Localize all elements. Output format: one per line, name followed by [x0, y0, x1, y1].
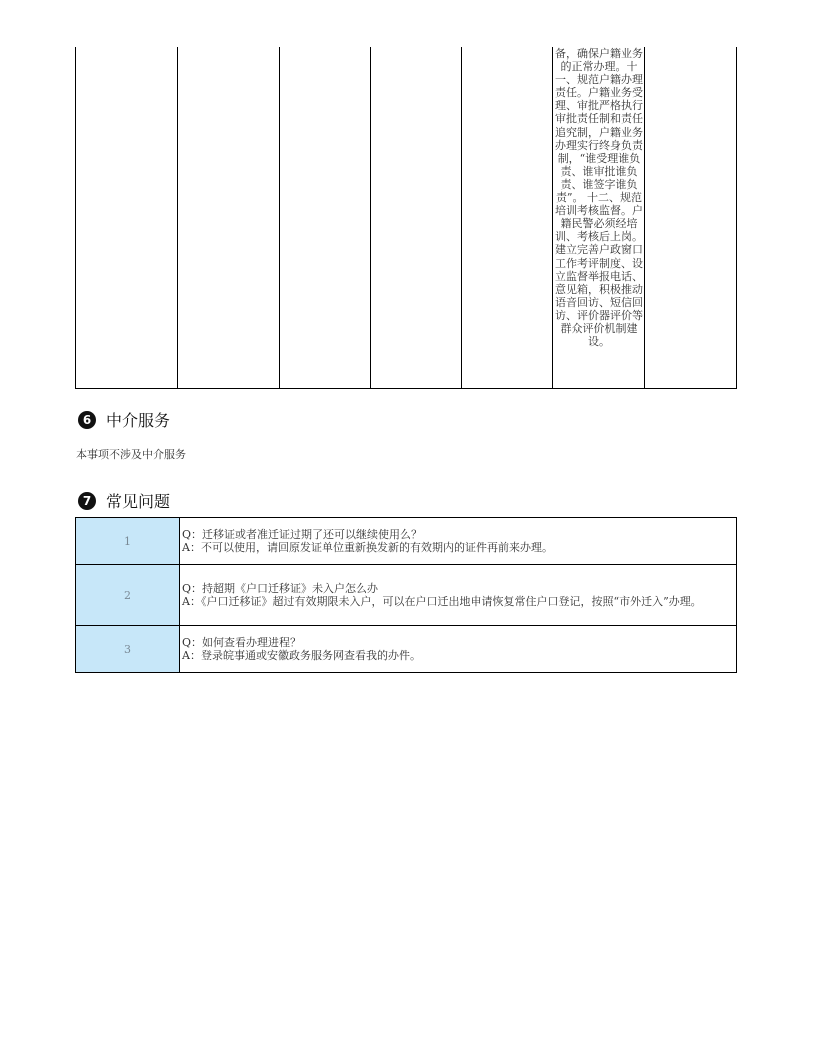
- section-heading-intermediary: [78, 408, 170, 431]
- faq-answer: A：不可以使用，请回原发证单位重新换发新的有效期内的证件再前来办理。: [182, 541, 553, 554]
- table-row: [76, 565, 737, 626]
- faq-index: 1: [76, 518, 180, 565]
- table-cell-text: 备，确保户籍业务的正常办理。十一、规范户籍办理责任。户籍业务受理、审批严格执行审批责任制和责任追究制，户籍业务办理实行终身负责制，“谁受理谁负责、谁审批谁负责、谁签字谁负责”。 十二、规范培训考核监督。户籍民警必须经培训、考核后上岗。建立完善户政窗口工作考评制度、设立监督举报电话、意见箱，积极推动语音回访、短信回访、评价器评价等群众评价机制建设。: [555, 47, 643, 349]
- section-title: 中介服务: [106, 411, 171, 430]
- faq-table: [75, 517, 737, 673]
- continued-table: [75, 47, 737, 389]
- column-divider: [370, 47, 371, 388]
- faq-question: Q：持超期《户口迁移证》未入户怎么办: [182, 581, 379, 595]
- faq-answer: A：《户口迁移证》超过有效期限未入户，可以在户口迁出地申请恢复常住户口登记，按照“市外迁入”办理。: [182, 595, 702, 608]
- faq-index: 2: [76, 565, 180, 626]
- faq-cell: [180, 565, 737, 626]
- column-divider: [279, 47, 280, 388]
- column-divider: [461, 47, 462, 388]
- number-badge-icon: 7: [78, 492, 96, 510]
- faq-question: Q：迁移证或者准迁证过期了还可以继续使用么？: [182, 527, 423, 541]
- faq-answer: A：登录皖事通或安徽政务服务网查看我的办件。: [182, 649, 421, 662]
- faq-question: Q：如何查看办理进程？: [182, 635, 302, 649]
- faq-index: 3: [76, 626, 180, 673]
- intermediary-note: 本事项不涉及中介服务: [76, 448, 186, 461]
- faq-cell: [180, 626, 737, 673]
- number-badge-icon: 6: [78, 411, 96, 429]
- section-heading-faq: [78, 489, 170, 512]
- section-title: 常见问题: [106, 492, 171, 511]
- table-row: [76, 518, 737, 565]
- faq-cell: [180, 518, 737, 565]
- column-divider: [177, 47, 178, 388]
- table-row: [76, 626, 737, 673]
